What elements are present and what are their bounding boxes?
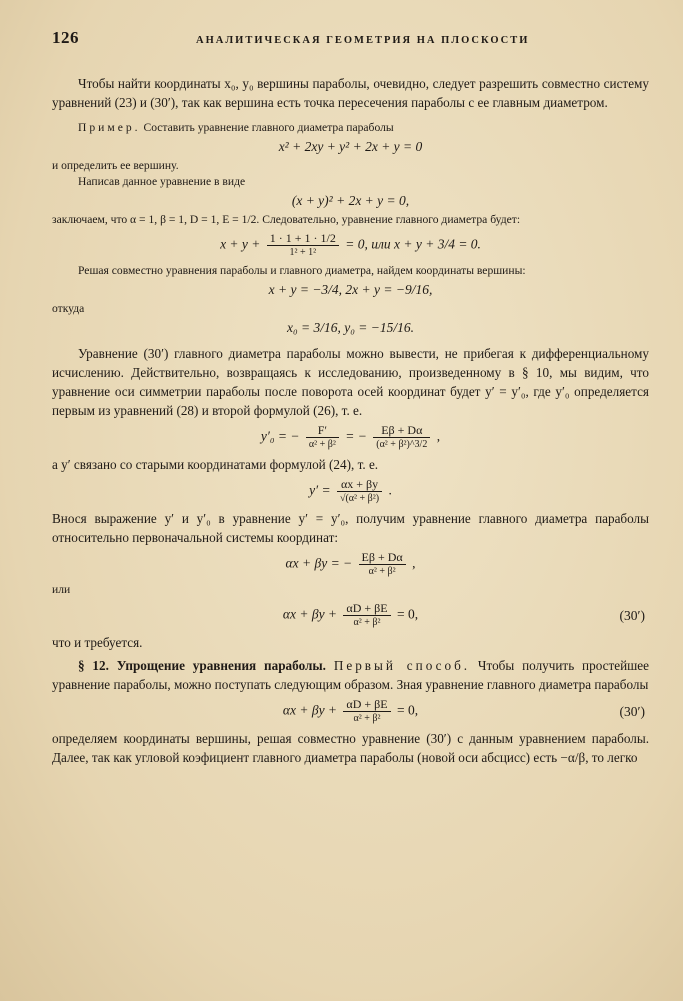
equation-yprime: y′ = $\frac{\alpha x + \beta y}{\text{√(α² + β²)}}$ . <box>309 477 392 504</box>
example-block <box>52 120 649 336</box>
page-number: 126 <box>52 28 79 47</box>
equation-number: (30′) <box>619 607 645 623</box>
section-title: Упрощение уравнения параболы. <box>116 658 326 673</box>
example-line: откуда <box>52 302 85 315</box>
equation-diameter-example: x + y + $\frac{1 \cdot 1 + 1 \cdot 1/2}{\text{1² + 1²}}$ = 0, или x + y + 3/4 = 0. <box>220 231 481 258</box>
example-line: Решая совместно уравнения параболы и главного диаметра, найдем координаты вершины: <box>78 264 526 277</box>
section-number: § 12. <box>78 658 109 673</box>
equation-main-diameter: αx + βy = − $\frac{E\beta + D\alpha}{\text{α² + β²}}$ , <box>285 550 416 577</box>
equation-number: (30′) <box>619 703 645 719</box>
example-label: Пример. <box>78 121 141 134</box>
equation-vertex: x₀ = 3/16, y₀ = −15/16. <box>286 320 415 335</box>
equation-system: x + y = −3/4, 2x + y = −9/16, <box>268 282 433 297</box>
paragraph: Уравнение (30′) главного диаметра параболы можно вывести, не прибегая к дифференциальному исчислению. Действительно, возвращаясь к исследованию, произведенному в § 10, мы видим, что уравнение оси симметрии параболы после поворота осей координат будет y′ = y′₀, где y′₀ определяется первым из уравнений (28) и второй формулой (26), т. е. <box>52 346 649 418</box>
equation-parabola: x² + 2xy + y² + 2x + y = 0 <box>278 139 423 154</box>
section-method: Первый способ. <box>333 658 471 673</box>
section-paragraph <box>52 656 649 694</box>
page-header <box>52 28 649 48</box>
equation-30prime: αx + βy + $\frac{\alpha D + \beta E}{\text{α² + β²}}$ = 0, (30′) <box>282 601 645 628</box>
example-line: заключаем, что α = 1, β = 1, D = 1, E = 1/2. Следовательно, уравнение главного диаметра будет: <box>52 213 521 226</box>
running-title: АНАЛИТИЧЕСКАЯ ГЕОМЕТРИЯ НА ПЛОСКОСТИ <box>196 35 530 46</box>
example-line: и определить ее вершину. <box>52 159 179 172</box>
example-text: Составить уравнение главного диаметра параболы <box>143 121 394 134</box>
equation-y0: y′₀ = − $\frac{F'}{\text{α² + β²}}$ = − $\frac{E\beta + D\alpha}{\text{(α² + β²)\textasciicircum{}3/2}}$ , <box>260 423 441 450</box>
equation-rewritten: (x + y)² + 2x + y = 0, <box>291 193 410 208</box>
or-label: или <box>52 583 71 596</box>
section-text: Чтобы получить простейшее уравнение параболы, можно поступать следующим образом. Зная уравнение главного диаметра параболы <box>52 658 650 692</box>
example-heading <box>52 120 649 136</box>
paragraph: Внося выражение y′ и y′₀ в уравнение y′ = y′₀, получим уравнение главного диаметра параболы относительно первоначальной системы координат: <box>52 511 649 545</box>
intro-paragraph: Чтобы найти координаты x₀, y₀ вершины параболы, очевидно, следует разрешить совместно систему уравнений (23) и (30′), так как вершина есть точка пересечения параболы с ее главным диаметром. <box>52 76 649 110</box>
example-line: Написав данное уравнение в виде <box>78 175 246 188</box>
paragraph: что и требуется. <box>52 635 143 650</box>
paragraph: а y′ связано со старыми координатами формулой (24), т. е. <box>52 457 379 472</box>
paragraph: определяем координаты вершины, решая совместно уравнение (30′) с данным уравнением параболы. Далее, так как угловой коэфициент главного диаметра параболы (новой оси абсцисс) есть −α/β, то легко <box>52 731 649 765</box>
equation-30prime-repeat: αx + βy + $\frac{\alpha D + \beta E}{\text{α² + β²}}$ = 0, (30′) <box>282 697 645 724</box>
